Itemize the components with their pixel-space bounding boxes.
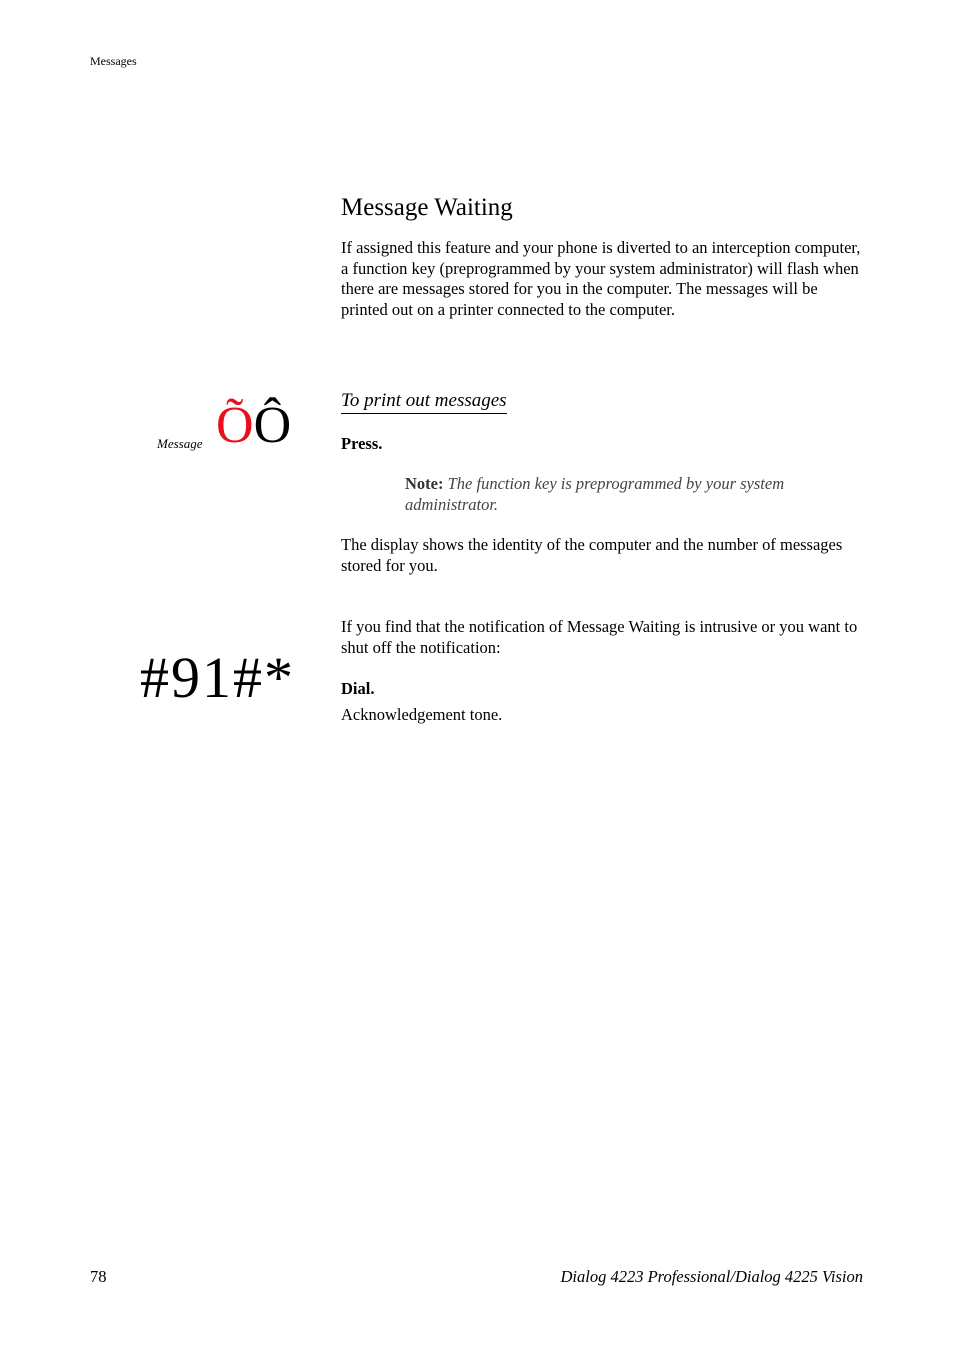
section-title: Message Waiting [341, 194, 513, 221]
dial-instruction: Dial. [341, 679, 375, 698]
running-header: Messages [90, 54, 137, 68]
note-text: The function key is preprogrammed by your system administrator. [405, 474, 785, 514]
note-label: Note: [405, 474, 444, 493]
press-instruction: Press. [341, 434, 383, 453]
function-key-icon: Ô [253, 397, 292, 454]
footer-document-title: Dialog 4223 Professional/Dialog 4225 Vision [560, 1267, 863, 1286]
shutoff-intro-paragraph: If you find that the notification of Message Waiting is intrusive or you want to shut off the notification: [341, 617, 858, 657]
print-messages-subheading: To print out messages [341, 389, 507, 414]
display-result-paragraph: The display shows the identity of the computer and the number of messages stored for you. [341, 535, 843, 575]
acknowledgement-paragraph: Acknowledgement tone. [341, 705, 503, 724]
note-box [405, 474, 845, 515]
page-number: 78 [90, 1267, 107, 1286]
intro-paragraph: If assigned this feature and your phone is diverted to an interception computer, a function key (preprogrammed by your system administrator) will flash when there are messages stored for you in the computer. The messages will be printed out on a printer connected to the computer. [341, 238, 861, 319]
flashing-lamp-icon: Õ [216, 397, 254, 454]
dial-code: #91#* [140, 645, 295, 710]
message-key-label: Message [157, 436, 203, 451]
message-function-key [216, 396, 291, 456]
